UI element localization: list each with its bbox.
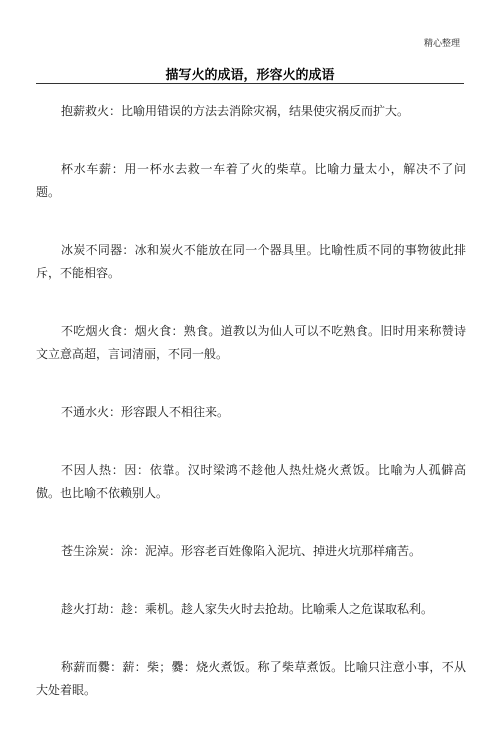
- idiom-entry: 不吃烟火食：烟火食：熟食。道教以为仙人可以不吃熟食。旧时用来称赞诗文立意高超，言词清丽，不同一般。: [36, 324, 466, 361]
- idiom-list: [36, 100, 466, 737]
- idiom-entry: 杯水车薪：用一杯水去救一车着了火的柴草。比喻力量太小，解决不了问题。: [36, 162, 466, 199]
- idiom-entry: 趁火打劫：趁：乘机。趁人家失火时去抢劫。比喻乘人之危谋取私利。: [61, 602, 434, 616]
- header-tag: 精心整理: [423, 39, 460, 49]
- idiom-entry: 不因人热：因：依靠。汉时梁鸿不趁他人热灶烧火煮饭。比喻为人孤僻高傲。也比喻不依赖别人。: [36, 463, 466, 500]
- idiom-entry: 不通水火：形容跟人不相往来。: [61, 405, 230, 419]
- idiom-entry: 冰炭不同器：冰和炭火不能放在同一个器具里。比喻性质不同的事物彼此排斥，不能相容。: [36, 243, 466, 280]
- page-title: 描写火的成语，形容火的成语: [165, 68, 335, 83]
- idiom-entry: 苍生涂炭：涂：泥淖。形容老百姓像陷入泥坑、掉进火坑那样痛苦。: [61, 544, 422, 558]
- idiom-entry: 称薪而爨：薪：柴；爨：烧火煮饭。称了柴草煮饭。比喻只注意小事，不从大处着眼。: [36, 660, 466, 697]
- idiom-entry: 抱薪救火：比喻用错误的方法去消除灾祸，结果使灾祸反而扩大。: [61, 104, 410, 118]
- title-divider: [36, 83, 464, 84]
